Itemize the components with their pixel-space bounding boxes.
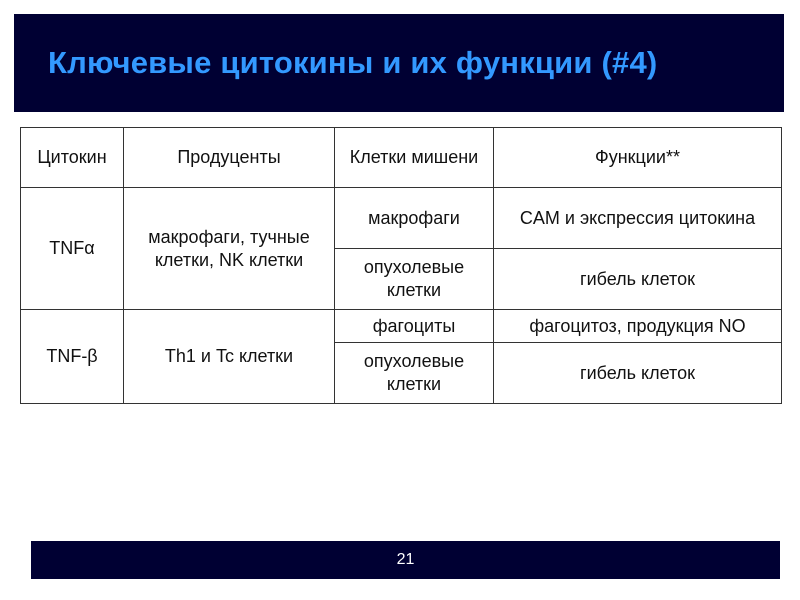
table-row bbox=[21, 188, 782, 249]
header-functions: Функции** bbox=[494, 128, 782, 188]
table-row bbox=[21, 310, 782, 343]
target-cell: макрофаги bbox=[335, 188, 494, 249]
producers-cell: Th1 и Tc клетки bbox=[124, 310, 335, 404]
page-number: 21 bbox=[396, 551, 415, 568]
cytokine-cell: TNF-β bbox=[21, 310, 124, 404]
producers-cell: макрофаги, тучные клетки, NK клетки bbox=[124, 188, 335, 310]
cytokine-table bbox=[20, 127, 782, 404]
function-cell: CAM и экспрессия цитокина bbox=[494, 188, 782, 249]
cytokine-cell: TNFα bbox=[21, 188, 124, 310]
target-cell: опухолевые клетки bbox=[335, 343, 494, 404]
target-cell: опухолевые клетки bbox=[335, 249, 494, 310]
slide-title: Ключевые цитокины и их функции (#4) bbox=[48, 45, 658, 80]
footer-bar bbox=[31, 541, 780, 579]
header-producers: Продуценты bbox=[124, 128, 335, 188]
function-cell: фагоцитоз, продукция NO bbox=[494, 310, 782, 343]
function-cell: гибель клеток bbox=[494, 249, 782, 310]
table-header-row bbox=[21, 128, 782, 188]
function-cell: гибель клеток bbox=[494, 343, 782, 404]
header-cytokine: Цитокин bbox=[21, 128, 124, 188]
title-bar bbox=[14, 14, 784, 112]
target-cell: фагоциты bbox=[335, 310, 494, 343]
header-target-cells: Клетки мишени bbox=[335, 128, 494, 188]
